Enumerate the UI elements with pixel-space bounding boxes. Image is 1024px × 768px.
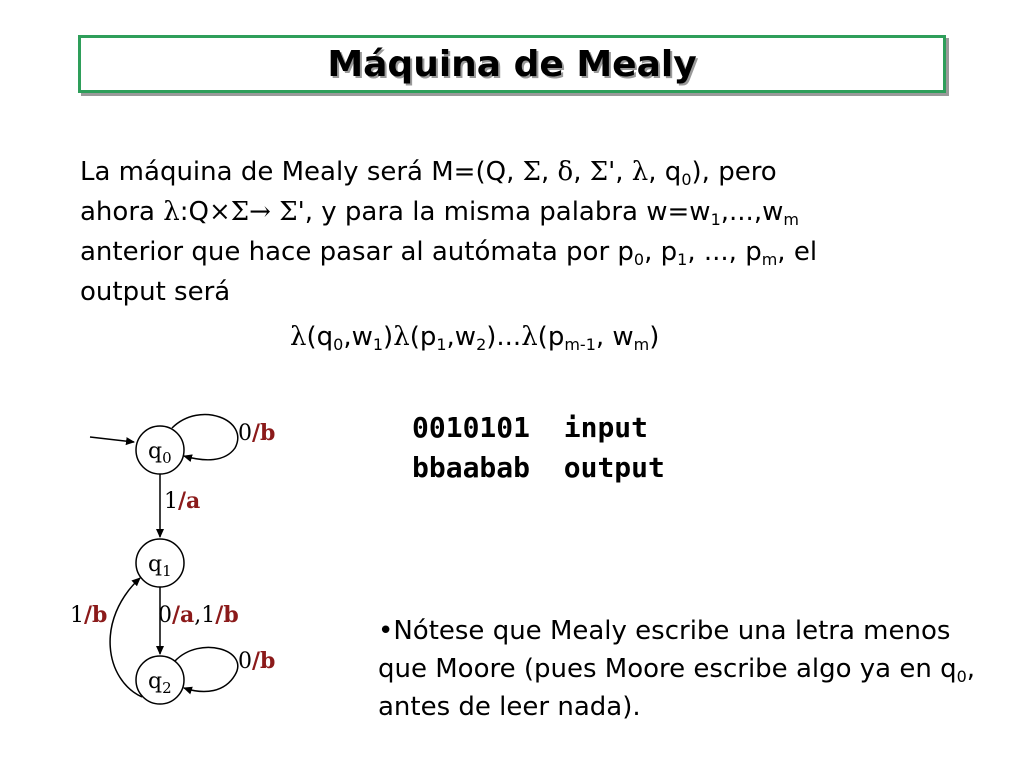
q2-loop-label: 0/b [238, 648, 276, 674]
output-value: bbaabab [412, 451, 531, 484]
q2-q1-label: 1/b [70, 602, 108, 628]
definition-paragraph: La máquina de Mealy será M=(Q, Σ, δ, Σ', λ, $q_0$), pero ahora λ:Q×Σ→ Σ', y para la misma palabra $w=w_1,...,w_m$ anterior que hace pasar al autómata por $p_0$, $p_1$, ..., $p_m$, el output será [80, 157, 818, 307]
q2-self-loop [175, 647, 238, 691]
q0-loop-label: 0/b [238, 420, 276, 446]
start-arrow [90, 437, 134, 442]
state-label-q1: $q_1$ [148, 552, 172, 580]
input-value: 0010101 [412, 411, 531, 444]
output-label: output [563, 451, 665, 484]
state-label-q2: $q_2$ [148, 669, 172, 697]
q0-q1-label: 1/a [164, 488, 201, 514]
page-title: Máquina de Mealy [327, 44, 697, 85]
q1-q2-label: 0/a,1/b [158, 602, 239, 628]
note-paragraph: •Nótese que Mealy escribe una letra menos que Moore (pues Moore escribe algo ya en $q_0$, antes de leer nada). [378, 616, 976, 722]
output-formula: $\lambda(q_0,w_1)\lambda(p_1,w_2)...\lambda(p_{m-1}$, $w_m$) [290, 322, 660, 354]
state-label-q0: $q_0$ [148, 439, 172, 467]
input-label: input [563, 411, 649, 444]
